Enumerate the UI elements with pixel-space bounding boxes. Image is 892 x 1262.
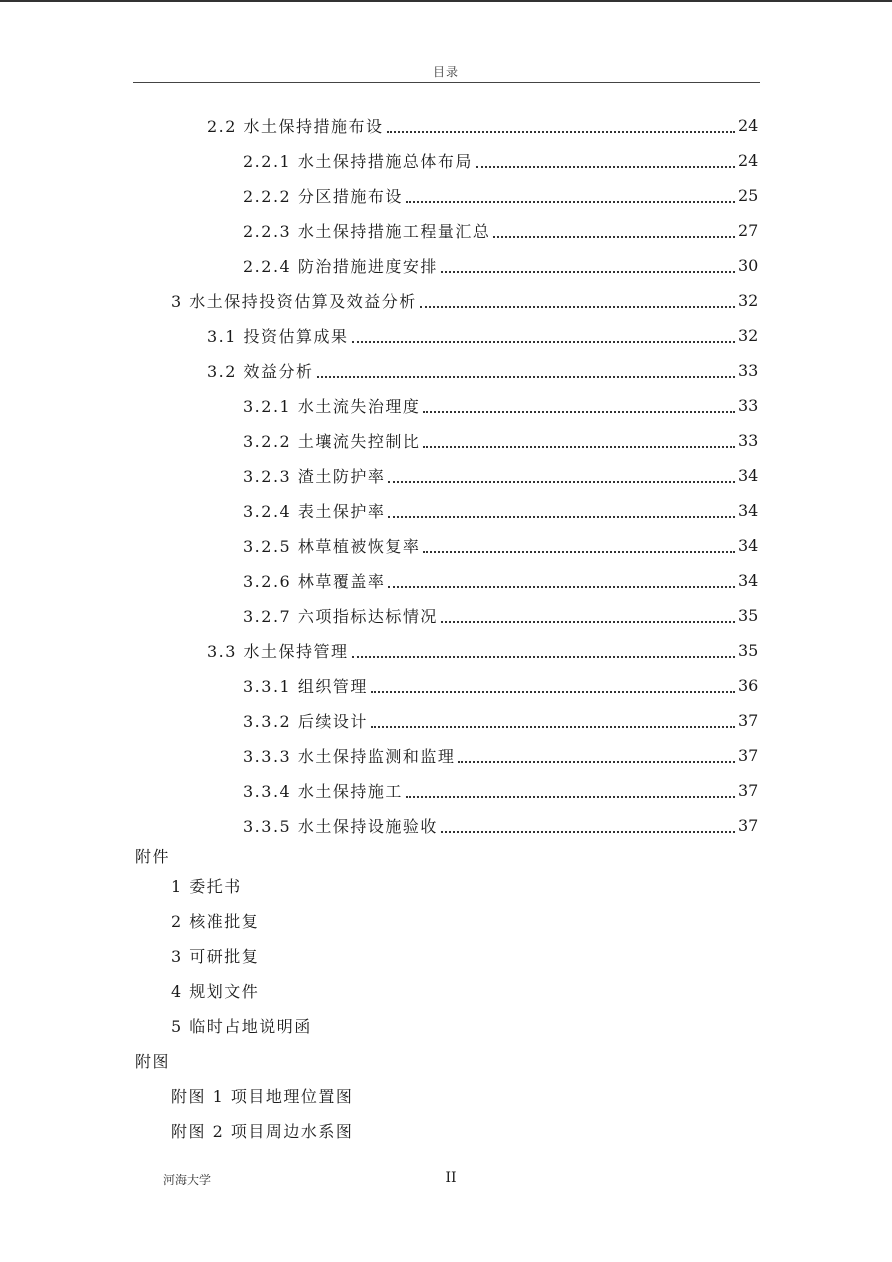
toc-entry-page: 25 [738, 186, 759, 205]
dot-leader [388, 516, 735, 518]
running-header-title: 目录 [432, 65, 459, 79]
toc-entry-page: 36 [738, 676, 759, 695]
toc-entry-page: 34 [738, 501, 759, 520]
toc-entry-title: 3.2 效益分析 [207, 362, 314, 381]
toc-entry-page: 27 [738, 221, 759, 240]
toc-entry-page: 32 [738, 326, 759, 345]
attachments-heading: 附件 [135, 847, 171, 866]
dot-leader [406, 796, 735, 798]
dot-leader [406, 201, 735, 203]
toc-entry[interactable] [243, 388, 758, 423]
toc-entry[interactable] [243, 703, 758, 738]
dot-leader [476, 166, 735, 168]
toc-entry-title: 3.2.2 土壤流失控制比 [243, 432, 421, 451]
toc-entry-page: 37 [738, 746, 759, 765]
toc-entry-page: 33 [738, 396, 759, 415]
toc-entry[interactable] [243, 598, 758, 633]
attachment-item[interactable]: 5 临时占地说明函 [171, 1017, 312, 1036]
toc-entry-title: 3.2.7 六项指标达标情况 [243, 607, 438, 626]
dot-leader [420, 306, 735, 308]
toc-entry-page: 24 [738, 116, 759, 135]
dot-leader [423, 551, 735, 553]
toc-entry-title: 3.2.5 林草植被恢复率 [243, 537, 421, 556]
toc-entry[interactable] [243, 668, 758, 703]
toc-entry[interactable] [243, 808, 758, 843]
dot-leader [387, 131, 735, 133]
toc-entry-page: 30 [738, 256, 759, 275]
toc-entry-page: 35 [738, 641, 759, 660]
figure-item[interactable]: 附图 2 项目周边水系图 [171, 1122, 354, 1141]
toc-entry[interactable] [243, 563, 758, 598]
attachment-item[interactable]: 4 规划文件 [171, 982, 260, 1001]
toc-entry-title: 3.3.4 水土保持施工 [243, 782, 403, 801]
toc-entry-page: 34 [738, 571, 759, 590]
toc-entry[interactable] [171, 283, 758, 318]
toc-entry[interactable] [207, 353, 758, 388]
dot-leader [317, 376, 735, 378]
figure-item[interactable]: 附图 1 项目地理位置图 [171, 1087, 354, 1106]
attachment-item[interactable]: 2 核准批复 [171, 912, 260, 931]
footer-institution: 河海大学 [163, 1173, 212, 1187]
toc-entry[interactable] [243, 738, 758, 773]
dot-leader [388, 586, 735, 588]
toc-entry[interactable] [243, 773, 758, 808]
toc-entry[interactable] [243, 458, 758, 493]
toc-entry-title: 3.3 水土保持管理 [207, 642, 349, 661]
attachment-item[interactable]: 3 可研批复 [171, 947, 260, 966]
toc-entry-page: 37 [738, 711, 759, 730]
dot-leader [423, 411, 735, 413]
attachment-item[interactable]: 1 委托书 [171, 877, 242, 896]
toc-entry-page: 35 [738, 606, 759, 625]
toc-entry-page: 32 [738, 291, 759, 310]
toc-entry-title: 3.3.5 水土保持设施验收 [243, 817, 438, 836]
dot-leader [423, 446, 735, 448]
toc-entry-title: 2.2.1 水土保持措施总体布局 [243, 152, 473, 171]
dot-leader [493, 236, 735, 238]
toc-entry-title: 3.3.3 水土保持监测和监理 [243, 747, 456, 766]
dot-leader [371, 726, 735, 728]
toc-entry-title: 3.2.1 水土流失治理度 [243, 397, 421, 416]
toc-entry[interactable] [243, 423, 758, 458]
toc-entry-title: 3.2.6 林草覆盖率 [243, 572, 386, 591]
toc-entry-title: 2.2 水土保持措施布设 [207, 117, 384, 136]
footer-page-number: II [445, 1170, 457, 1186]
dot-leader [388, 481, 735, 483]
toc-entry-title: 3.2.4 表土保护率 [243, 502, 386, 521]
dot-leader [441, 621, 735, 623]
toc-entry-title: 3.3.1 组织管理 [243, 677, 368, 696]
dot-leader [371, 691, 735, 693]
toc-entry-page: 37 [738, 816, 759, 835]
toc-entry-title: 3 水土保持投资估算及效益分析 [171, 292, 417, 311]
dot-leader [441, 831, 735, 833]
toc-entry-page: 33 [738, 361, 759, 380]
toc-entry[interactable] [243, 493, 758, 528]
toc-entry[interactable] [243, 248, 758, 283]
toc-entry[interactable] [207, 633, 758, 668]
toc-entry-page: 37 [738, 781, 759, 800]
toc-entry-title: 2.2.2 分区措施布设 [243, 187, 403, 206]
toc-entry[interactable] [207, 108, 758, 143]
dot-leader [458, 761, 735, 763]
toc-entry-title: 3.2.3 渣土防护率 [243, 467, 386, 486]
dot-leader [352, 656, 735, 658]
toc-entry-title: 3.1 投资估算成果 [207, 327, 349, 346]
page-top-border [0, 0, 892, 2]
toc-entry[interactable] [243, 213, 758, 248]
toc-entry-page: 33 [738, 431, 759, 450]
figures-heading: 附图 [135, 1052, 171, 1071]
toc-entry[interactable] [207, 318, 758, 353]
toc-entry-page: 34 [738, 536, 759, 555]
toc-entry-title: 2.2.4 防治措施进度安排 [243, 257, 438, 276]
toc-entry[interactable] [243, 178, 758, 213]
toc-entry-title: 3.3.2 后续设计 [243, 712, 368, 731]
toc-entry-page: 34 [738, 466, 759, 485]
toc-entry[interactable] [243, 528, 758, 563]
dot-leader [441, 271, 735, 273]
toc-entry[interactable] [243, 143, 758, 178]
dot-leader [352, 341, 735, 343]
toc-entry-title: 2.2.3 水土保持措施工程量汇总 [243, 222, 491, 241]
toc-entry-page: 24 [738, 151, 759, 170]
header-rule [133, 82, 760, 83]
